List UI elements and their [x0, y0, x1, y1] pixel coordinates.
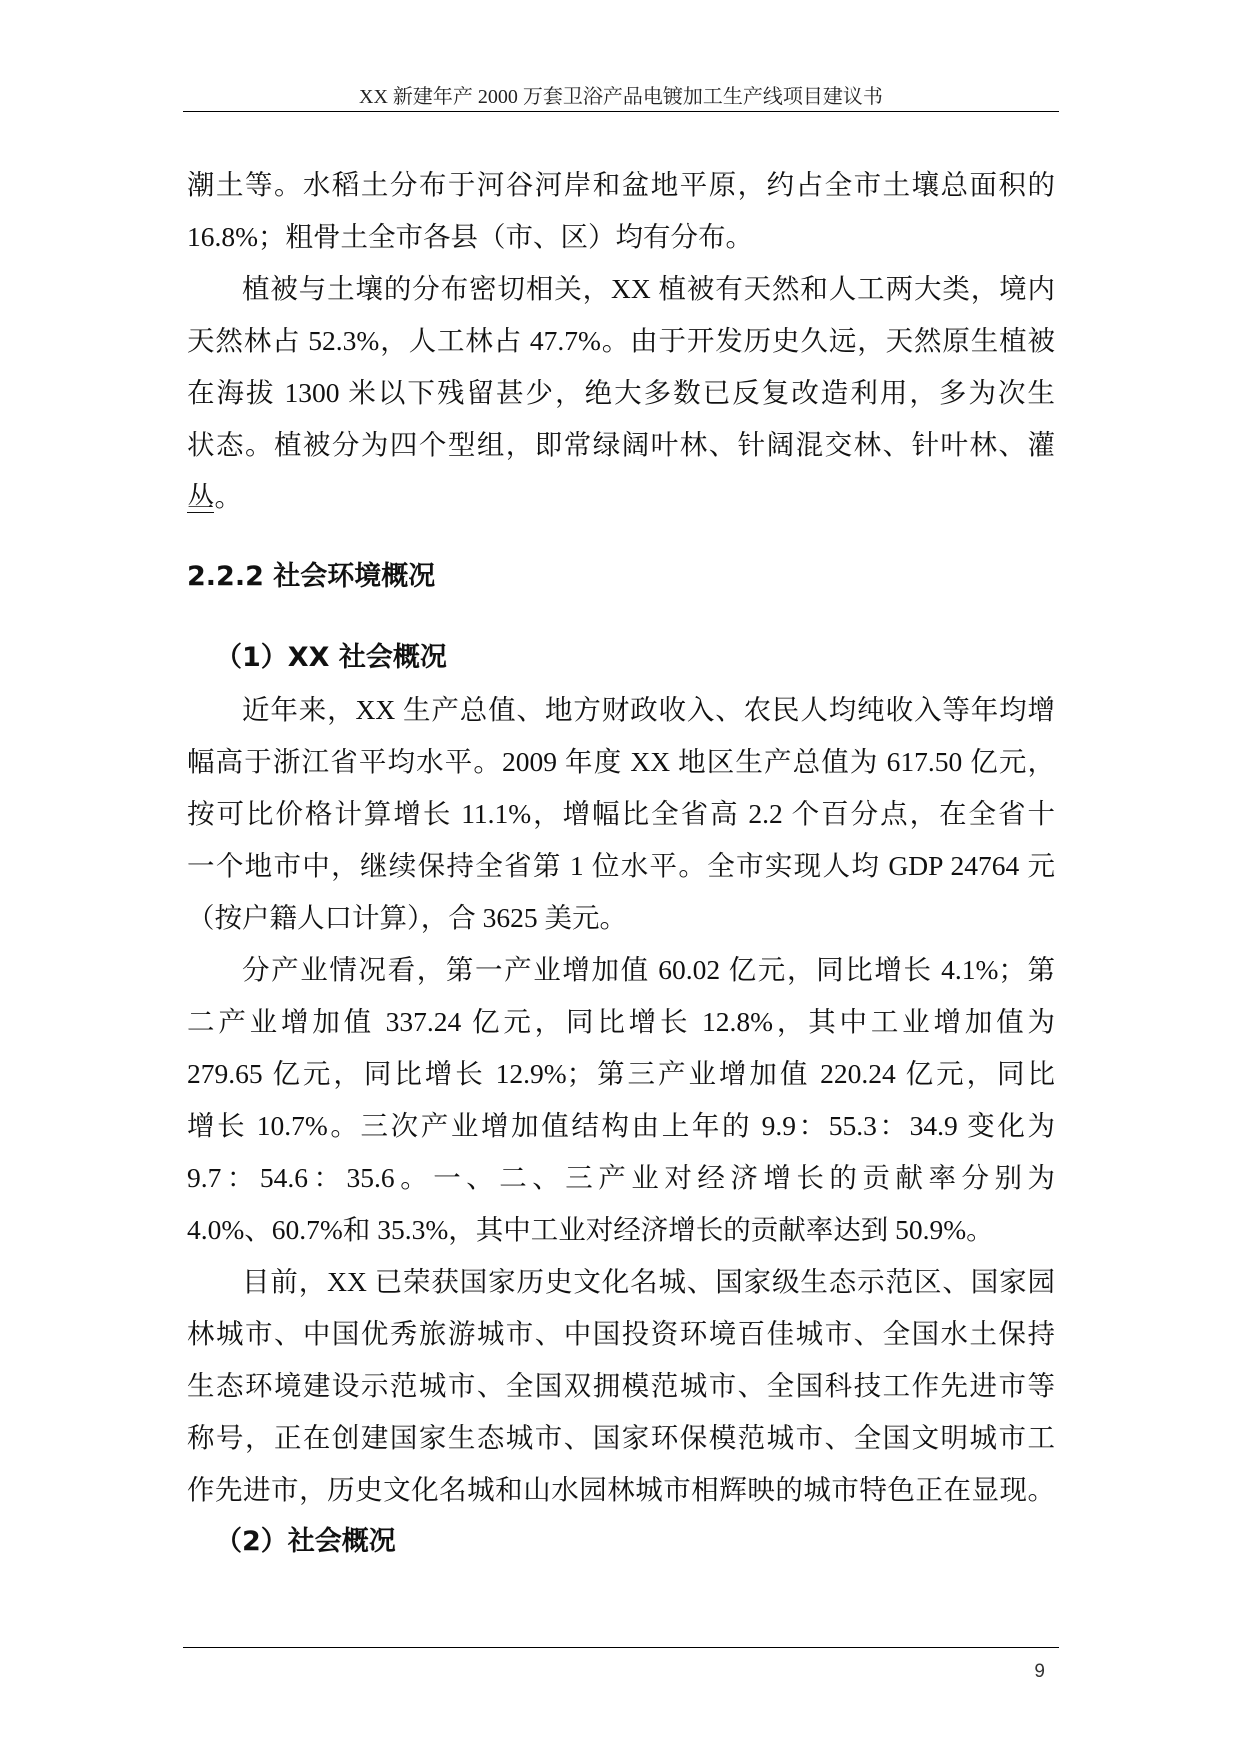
text-line: 在海拔 1300 米以下残留甚少，绝大多数已反复改造利用，多为次生 — [187, 377, 1055, 408]
text-line: 增长 10.7%。三次产业增加值结构由上年的 9.9：55.3：34.9 变化为 — [187, 1110, 1055, 1141]
text-line: 9.7：54.6：35.6。一、二、三产业对经济增长的贡献率分别为 — [187, 1162, 1055, 1193]
text-line: 天然林占 52.3%，人工林占 47.7%。由于开发历史久远，天然原生植被 — [187, 325, 1055, 356]
text-line: 分产业情况看，第一产业增加值 60.02 亿元，同比增长 4.1%；第 — [242, 954, 1055, 985]
text-line: 目前，XX 已荣获国家历史文化名城、国家级生态示范区、国家园 — [242, 1266, 1055, 1297]
text-line: 一个地市中，继续保持全省第 1 位水平。全市实现人均 GDP 24764 元 — [187, 850, 1055, 881]
text-line: 二产业增加值 337.24 亿元，同比增长 12.8%，其中工业增加值为 — [187, 1006, 1055, 1037]
text-line: 近年来，XX 生产总值、地方财政收入、农民人均纯收入等年均增 — [242, 694, 1055, 725]
paragraph-economy — [187, 684, 1055, 944]
header-rule — [183, 111, 1059, 112]
subsection-heading: （1）XX 社会概况 — [215, 642, 447, 673]
paragraph-vegetation — [187, 263, 1055, 523]
subsection-heading: （2）社会概况 — [215, 1526, 396, 1557]
text-line: 生态环境建设示范城市、全国双拥模范城市、全国科技工作先进市等 — [187, 1370, 1055, 1401]
paragraph-industry — [187, 944, 1055, 1256]
footer-rule — [183, 1647, 1059, 1648]
text-line: 279.65 亿元，同比增长 12.9%；第三产业增加值 220.24 亿元，同比 — [187, 1058, 1055, 1089]
text-line: 作先进市，历史文化名城和山水园林城市相辉映的城市特色正在显现。 — [187, 1474, 1055, 1505]
text-line: 潮土等。水稻土分布于河谷河岸和盆地平原，约占全市土壤总面积的 — [187, 169, 1055, 200]
paragraph-soil — [187, 159, 1055, 263]
text-line: 4.0%、60.7%和 35.3%，其中工业对经济增长的贡献率达到 50.9%。 — [187, 1214, 994, 1245]
text-line: 植被与土壤的分布密切相关，XX 植被有天然和人工两大类，境内 — [242, 273, 1055, 304]
text-line: 16.8%；粗骨土全市各县（市、区）均有分布。 — [187, 221, 754, 252]
paragraph-honors — [187, 1256, 1055, 1516]
text-line: 林城市、中国优秀旅游城市、中国投资环境百佳城市、全国水土保持 — [187, 1318, 1055, 1349]
section-heading: 2.2.2 社会环境概况 — [187, 561, 436, 592]
text-line: 状态。植被分为四个型组，即常绿阔叶林、针阔混交林、针叶林、灌 — [187, 429, 1055, 460]
page-body — [187, 159, 1055, 1568]
text-line: （按户籍人口计算），合 3625 美元。 — [187, 902, 627, 933]
running-header-title: XX 新建年产 2000 万套卫浴产品电镀加工生产线项目建议书 — [359, 86, 883, 108]
text-line: 丛。 — [187, 471, 1055, 523]
text-line: 幅高于浙江省平均水平。2009 年度 XX 地区生产总值为 617.50 亿元， — [187, 746, 1055, 777]
text-line: 称号，正在创建国家生态城市、国家环保模范城市、全国文明城市工 — [187, 1422, 1055, 1453]
page-number: 9 — [1034, 1661, 1045, 1682]
text-line: 按可比价格计算增长 11.1%，增幅比全省高 2.2 个百分点，在全省十 — [187, 798, 1055, 829]
